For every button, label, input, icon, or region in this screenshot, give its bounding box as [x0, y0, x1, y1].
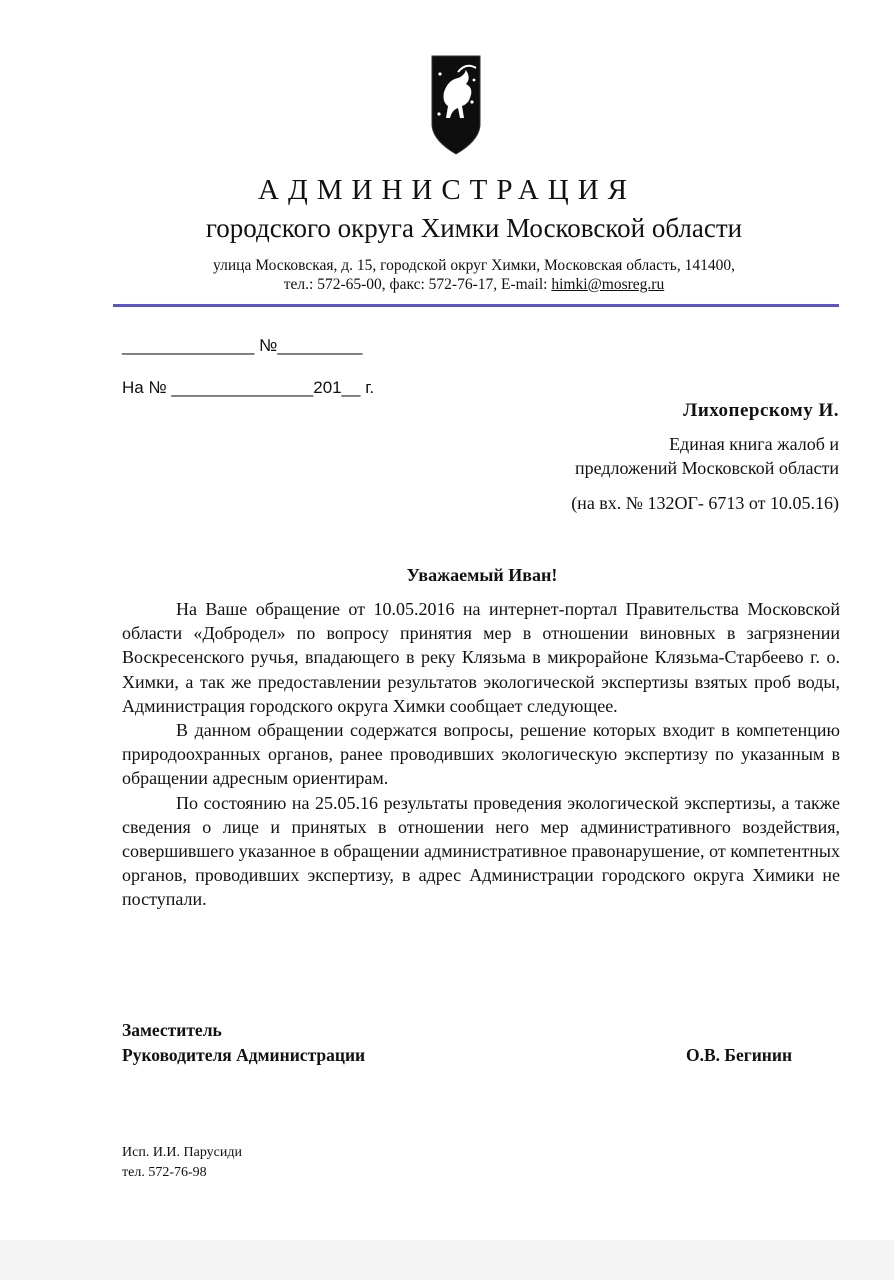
signatory-name: О.В. Бегинин — [686, 1045, 793, 1065]
contacts-text: тел.: 572-65-00, факс: 572-76-17, E-mail: — [283, 276, 552, 293]
organization-contacts — [0, 275, 894, 295]
header-divider — [113, 304, 839, 307]
addressee-name: Лихоперскому И. — [683, 400, 839, 421]
email-link[interactable]: himki@mosreg.ru — [551, 276, 665, 293]
signatory-title-line1: Заместитель — [122, 1020, 222, 1040]
addressee-org-line2: предложений Московской области — [574, 458, 839, 478]
organization-address: улица Московская, д. 15, городской округ Химки, Московская область, 141400, — [213, 257, 735, 274]
organization-title: АДМИНИСТРАЦИЯ — [258, 174, 636, 206]
signatory-title-line2: Руководителя Администрации — [122, 1045, 366, 1065]
greeting: Уважаемый Иван! — [406, 565, 558, 585]
paragraph: По состоянию на 25.05.16 результаты проведения экологической экспертизы, а также сведения о лице и принятых в отношении него мер административного воздействия, совершившего указанное в обращении административное правонарушение, от компетентных органов, проводивших экспертизу, в адрес Администрации городского округа Химики не поступали. — [122, 792, 840, 910]
registration-number-line: ______________ №_________ — [122, 336, 363, 355]
executor-phone: тел. 572-76-98 — [122, 1165, 207, 1180]
page-bottom-edge — [0, 1240, 894, 1280]
organization-subtitle: городского округа Химки Московской области — [205, 213, 743, 243]
paragraph: В данном обращении содержатся вопросы, решение которых входит в компетенцию природоохранных органов, ранее проводивших экологическую экспертизу по указанным в обращении адресным ориентирам. — [122, 720, 840, 789]
addressee-org-line1: Единая книга жалоб и — [669, 434, 839, 454]
incoming-reference: (на вх. № 132ОГ- 6713 от 10.05.16) — [571, 493, 839, 513]
executor-name: Исп. И.И. Парусиди — [122, 1145, 242, 1160]
paragraph: На Ваше обращение от 10.05.2016 на интернет-портал Правительства Московской области «Добродел» по вопросу принятия мер в отношении виновных в загрязнении Воскресенского ручья, впадающего в реку Клязьма в микрорайоне Клязьма-Старбеево г. о. Химки, а так же предоставлении результатов экологической экспертизы взятых проб воды, Администрация городского округа Химки сообщает следующее. — [122, 599, 840, 716]
reference-number-line: На № _______________201__ г. — [122, 378, 375, 397]
coat-of-arms-icon — [430, 54, 482, 158]
letter-body — [122, 597, 840, 912]
